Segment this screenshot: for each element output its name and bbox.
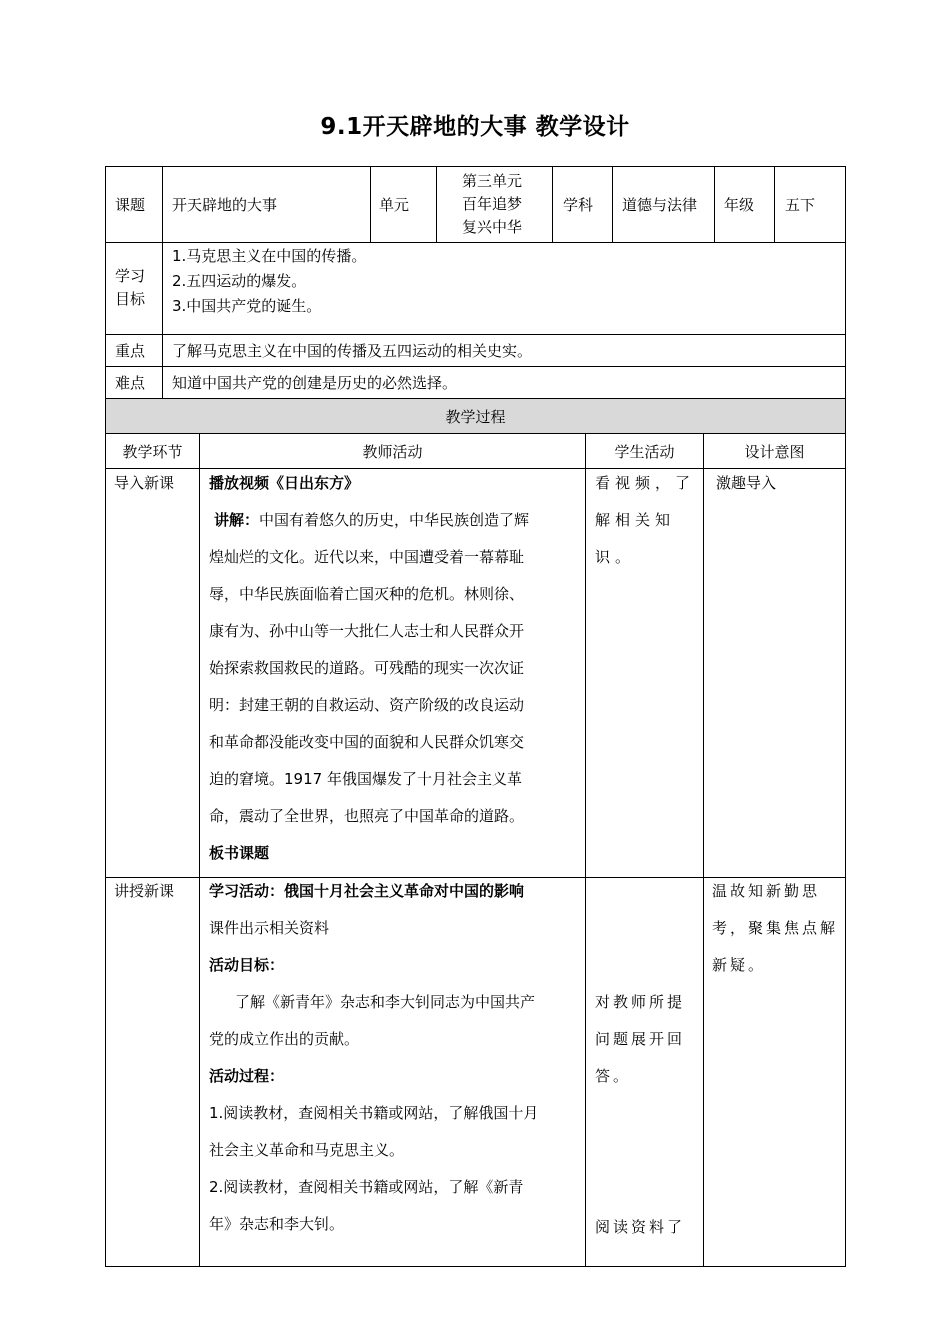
subject-label: 学科 <box>563 196 594 214</box>
unit-label: 单元 <box>379 196 410 214</box>
column-header-stage: 教学环节 <box>122 442 183 461</box>
difficulty-label: 难点 <box>115 374 146 392</box>
subject-value: 道德与法律 <box>622 196 698 214</box>
key-point-text: 了解马克思主义在中国的传播及五四运动的相关史实。 <box>172 342 533 360</box>
grade-label: 年级 <box>724 196 755 214</box>
process-header: 教学过程 <box>445 407 506 426</box>
lecture-intent: 温故知新勤思 考，聚集焦点解 新疑。 <box>712 882 839 974</box>
column-header-teacher: 教师活动 <box>362 442 423 461</box>
unit-value: 第三单元 百年追梦 复兴中华 <box>462 172 523 236</box>
lecture-teacher-activity: 学习活动：俄国十月社会主义革命对中国的影响 课件出示相关资料 活动目标： 了解《新青年》杂志和李大钊同志为中国共产 党的成立作出的贡献。 活动过程： 1.阅读教材，查阅相关书籍或网站，了解俄国十月 社会主义革命和马克思主义。 2.阅读教材，查阅相关书籍或网站，了解《新青 年》杂志和李大钊。 <box>209 882 539 1233</box>
goal-item: 2.五四运动的爆发。 <box>172 272 307 290</box>
lecture-student-activity: 对教师所提 问题展开回 答。 <box>595 993 686 1085</box>
column-header-intent: 设计意图 <box>744 442 805 461</box>
page-title: 9.1开天辟地的大事 教学设计 <box>320 114 630 140</box>
intro-teacher-activity: 播放视频《日出东方》 讲解：中国有着悠久的历史，中华民族创造了辉 煌灿烂的文化。近代以来，中国遭受着一幕幕耻 辱，中华民族面临着亡国灭种的危机。林则徐、 康有为、孙中山等一大批仁人志士和人民群众开 始探索救国救民的道路。可残酷的现实一次次证 明：封建王朝的自救运动、资产阶级的改良运动 和革命都没能改变中国的面貌和人民群众饥寒交 迫的窘境。1917 年俄国爆发了十月社会主义革 命，震动了全世界，也照亮了中国革命的道路。 板书课题 <box>209 474 530 862</box>
intro-student-activity: 看视频，了 解相关知 识。 <box>595 474 696 566</box>
key-point-label: 重点 <box>115 342 146 360</box>
lecture-stage: 讲授新课 <box>114 882 175 900</box>
intro-stage: 导入新课 <box>114 474 175 492</box>
goal-item: 1.马克思主义在中国的传播。 <box>172 247 367 265</box>
column-header-student: 学生活动 <box>614 442 675 461</box>
goals-list <box>163 244 843 319</box>
goal-item: 3.中国共产党的诞生。 <box>172 297 322 315</box>
grade-value: 五下 <box>785 196 816 214</box>
topic-value: 开天辟地的大事 <box>172 196 278 214</box>
lecture-student-activity-2: 阅读资料了 <box>595 1218 686 1236</box>
intro-intent: 激趣导入 <box>716 474 777 492</box>
topic-label: 课题 <box>115 196 146 214</box>
difficulty-text: 知道中国共产党的创建是历史的必然选择。 <box>172 374 458 392</box>
goals-label: 学习 目标 <box>115 267 146 308</box>
